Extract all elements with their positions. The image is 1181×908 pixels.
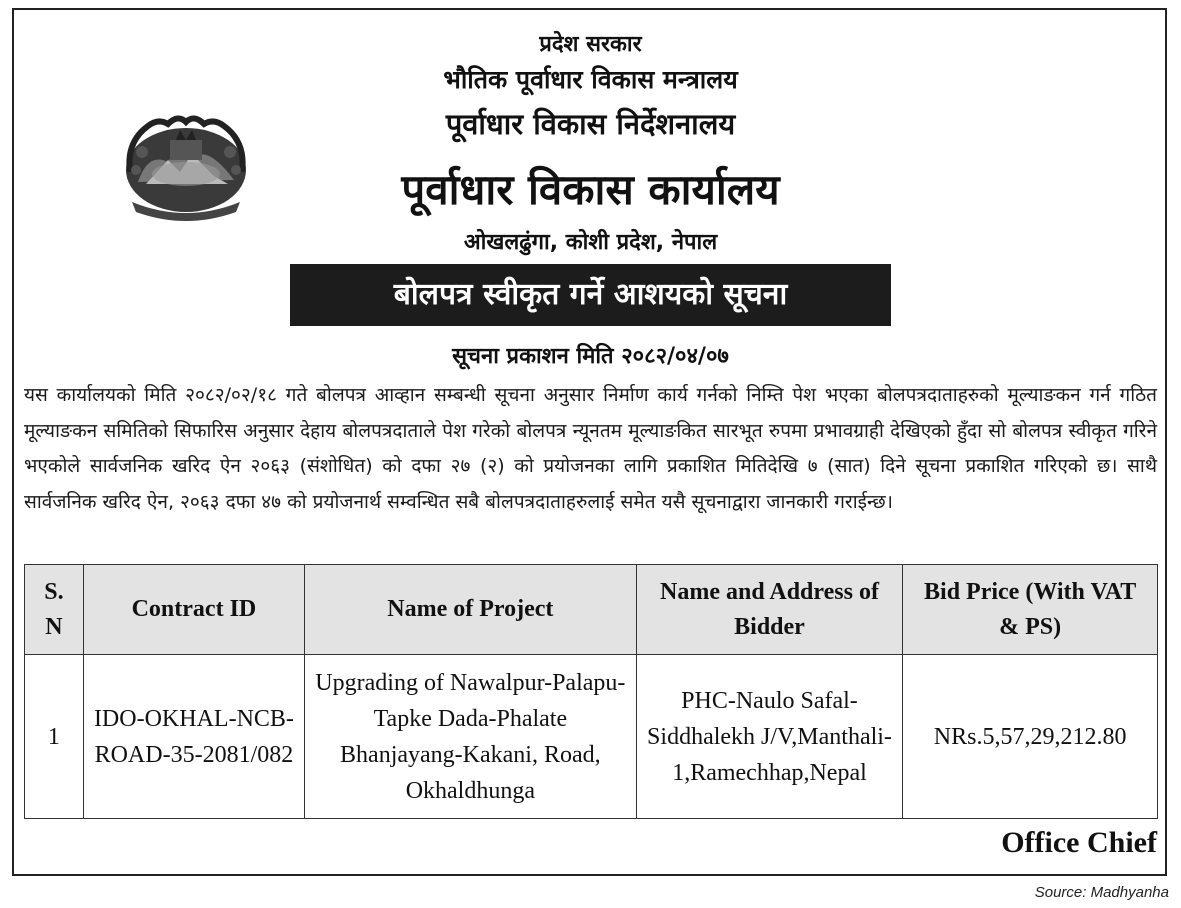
- office-name: पूर्वाधार विकास कार्यालय: [401, 165, 780, 214]
- office-address: ओखलढुंगा, कोशी प्रदेश, नेपाल: [463, 230, 718, 255]
- source-credit: Source: Madhyanha: [1034, 884, 1169, 901]
- cell-bidder: PHC-Naulo Safal-Siddhalekh J/V,Manthali-1,Ramechhap,Nepal: [636, 655, 903, 819]
- cell-price: NRs.5,57,29,212.80: [903, 655, 1158, 819]
- notice-title: बोलपत्र स्वीकृत गर्ने आशयको सूचना: [290, 264, 891, 326]
- header-bidder: Name and Address of Bidder: [636, 565, 903, 655]
- directorate-name: पूर्वाधार विकास निर्देशनालय: [445, 107, 736, 141]
- notice-body: यस कार्यालयको मिति २०८२/०२/१८ गते बोलपत्र आव्हान सम्बन्धी सूचना अनुसार निर्माण कार्य गर्नको निम्ति पेश भएका बोलपत्रदाताहरुको मूल्याङकन गर्न गठित मूल्याङकन समितिको सिफारिस अनुसार देहाय बोलपत्रदाताले पेश गरेको बोलपत्र न्यूनतम मूल्याङकित सारभूत रुपमा प्रभावग्राही देखिएको हुँदा सो बोलपत्र स्वीकृत गरिने भएकोले सार्वजनिक खरिद ऐन २०६३ (संशोधित) को दफा २७ (२) को प्रयोजनका लागि प्रकाशित मितिदेखि ७ (सात) दिने सूचना प्रकाशित गरिएको छ। साथै सार्वजनिक खरिद ऐन, २०६३ दफा ४७ को प्रयोजनार्थ सम्वन्धित सबै बोलपत्रदाताहरुलाई समेत यसै सूचनाद्वारा जानकारी गराईन्छ।: [24, 384, 1157, 513]
- header-contract-id: Contract ID: [83, 565, 304, 655]
- publication-date: सूचना प्रकाशन मिति २०८२/०४/०७: [452, 344, 729, 369]
- ministry-name: भौतिक पूर्वाधार विकास मन्त्रालय: [443, 65, 738, 94]
- cell-project: Upgrading of Nawalpur-Palapu-Tapke Dada-Phalate Bhanjayang-Kakani, Road, Okhaldhunga: [305, 655, 637, 819]
- province-government: प्रदेश सरकार: [539, 32, 642, 57]
- cell-contract-id: IDO-OKHAL-NCB-ROAD-35-2081/082: [83, 655, 304, 819]
- header-price: Bid Price (With VAT & PS): [903, 565, 1158, 655]
- header-project: Name of Project: [305, 565, 637, 655]
- table-row: [25, 655, 1158, 819]
- signature-office-chief: Office Chief: [1001, 826, 1157, 859]
- bid-table: [24, 564, 1158, 819]
- cell-sn: 1: [25, 655, 84, 819]
- header-sn: S. N: [25, 565, 84, 655]
- table-header-row: [25, 565, 1158, 655]
